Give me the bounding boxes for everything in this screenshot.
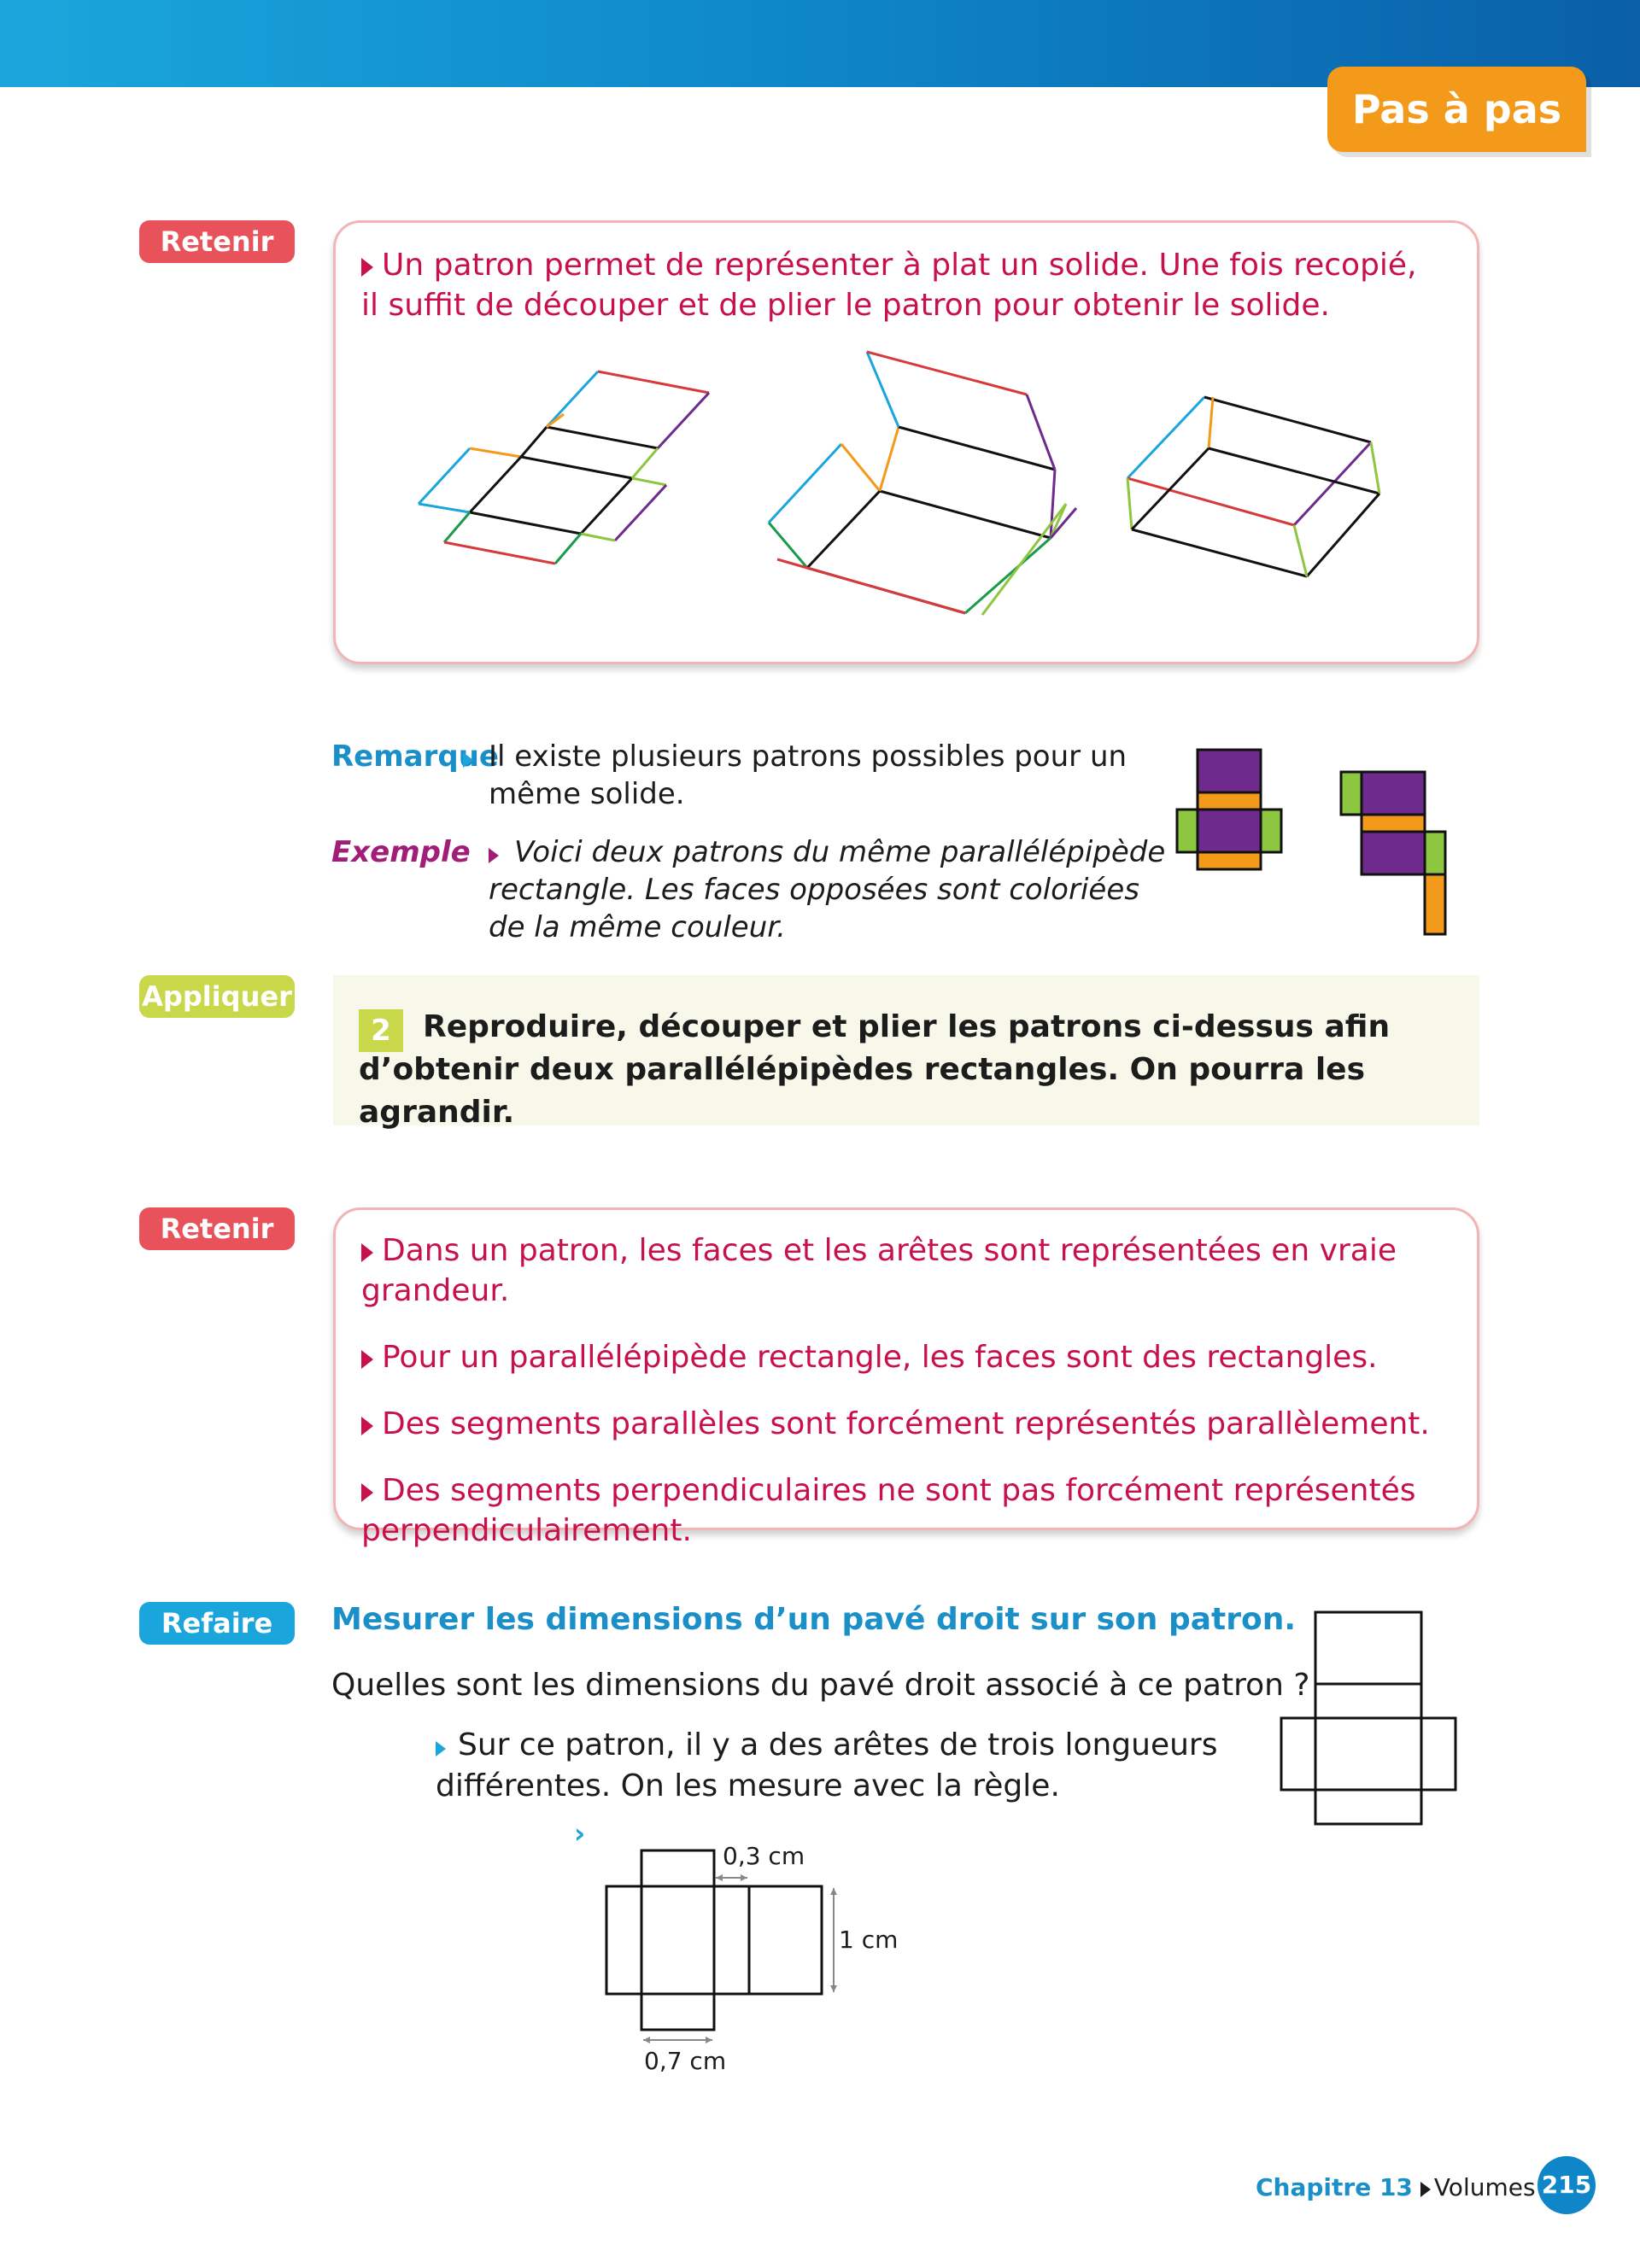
net-face: [1315, 1684, 1421, 1718]
fig3-edge: [1209, 397, 1213, 448]
bullet-icon: [361, 1243, 373, 1262]
bullet-icon: [361, 1417, 373, 1435]
fig1-edge: [444, 512, 470, 542]
arrowhead: [716, 1874, 723, 1881]
dimension-label-c: 0,7 cm: [644, 2047, 727, 2075]
pas-a-pas-badge: Pas à pas: [1327, 67, 1586, 152]
retenir-tag: Retenir: [139, 220, 295, 263]
patron-folding-figures: [419, 342, 1401, 632]
retenir-tag-2: Retenir: [139, 1207, 295, 1250]
net1-face: [1198, 852, 1261, 869]
net2-face: [1362, 772, 1425, 815]
net2-face: [1362, 832, 1425, 874]
fig1-edge: [658, 393, 709, 448]
net1-face: [1261, 810, 1281, 852]
fig3-edge: [1204, 397, 1371, 442]
net-face: [606, 1886, 641, 1994]
fig1-edge: [470, 457, 521, 512]
net-face: [1315, 1612, 1421, 1684]
exemple-label: Exemple: [331, 835, 471, 869]
net1-face: [1177, 810, 1198, 852]
fig1-edge: [521, 457, 632, 478]
net1-face: [1198, 792, 1261, 810]
retenir-item: Des segments parallèles sont forcément représentés parallèlement.: [361, 1404, 1472, 1444]
fig3-edge: [1294, 442, 1371, 525]
net-face: [1315, 1718, 1421, 1790]
retenir-item: Dans un patron, les faces et les arêtes sont représentées en vraie grandeur.: [361, 1233, 1397, 1308]
fig2-edge: [777, 559, 965, 613]
bullet-icon: [361, 1483, 373, 1502]
retenir-text: Un patron permet de représenter à plat un solide. Une fois recopié, il suffit de découper et de plier le patron pour obtenir le solide.: [361, 248, 1417, 323]
net1-face: [1198, 750, 1261, 792]
net-face: [1315, 1790, 1421, 1824]
fig3-edge: [1209, 448, 1379, 494]
bullet-icon: [436, 1741, 446, 1757]
exemple-text: Voici deux patrons du même parallélépipède rectangle. Les faces opposées sont coloriées de la même couleur.: [489, 835, 1166, 944]
chevron-right-icon: ›: [574, 1817, 586, 1850]
colored-nets: [1175, 748, 1474, 938]
refaire-hint: Sur ce patron, il y a des arêtes de trois longueurs différentes. On les mesure avec la règle.: [436, 1727, 1218, 1803]
net2-face: [1362, 815, 1425, 832]
exercise-text: Reproduire, découper et plier les patrons ci-dessus afin d’obtenir deux parallélépipèdes rectangles. On pourra les agrandir.: [359, 1009, 1391, 1130]
fig2-edge: [880, 491, 1051, 538]
fig1-edge: [547, 427, 658, 448]
chapter-footer: Chapitre 13 Volumes: [1256, 2173, 1536, 2201]
arrowhead: [643, 2037, 650, 2043]
fig3-edge: [1128, 478, 1132, 529]
fig3-edge: [1371, 442, 1379, 494]
refaire-tag: Refaire: [139, 1602, 295, 1645]
fig3-edge: [1132, 529, 1307, 576]
fig1-edge: [615, 485, 666, 541]
retenir-box-2: [333, 1207, 1479, 1548]
fig1-edge: [555, 534, 581, 564]
fig1-edge: [521, 427, 547, 457]
net-face: [749, 1886, 822, 1994]
retenir-item: Pour un parallélépipède rectangle, les faces sont des rectangles.: [361, 1337, 1472, 1377]
dimension-label-b: 1 cm: [839, 1926, 899, 1954]
net-face: [1421, 1718, 1456, 1790]
fig1-edge: [419, 504, 470, 512]
fig1-edge: [581, 478, 632, 534]
fig1-edge: [444, 542, 555, 564]
fig1-edge: [581, 534, 615, 541]
bullet-icon: [1420, 2182, 1431, 2197]
fig3-edge: [1128, 478, 1294, 525]
fig1-edge: [470, 448, 521, 457]
bullet-icon: [463, 752, 473, 768]
net2-face: [1425, 874, 1445, 934]
fig2-edge: [867, 352, 1027, 395]
box-net-figure: [1280, 1610, 1459, 1826]
net-face: [641, 1850, 714, 1886]
arrowhead: [830, 1888, 837, 1895]
dimension-label-a: 0,3 cm: [723, 1842, 805, 1870]
bullet-icon: [489, 848, 499, 863]
retenir-list: [361, 1230, 1472, 1551]
fig2-edge: [841, 444, 880, 491]
net2-face: [1425, 832, 1445, 874]
fig1-edge: [632, 448, 658, 478]
fig1-edge: [632, 478, 666, 485]
arrowhead: [706, 2037, 712, 2043]
net-face: [1281, 1718, 1315, 1790]
fig2-edge: [880, 427, 899, 491]
fig3-edge: [1307, 494, 1379, 576]
net-face: [714, 1886, 749, 1994]
remarque-label: Remarque: [331, 739, 499, 774]
fig2-edge: [1027, 395, 1055, 470]
net1-face: [1198, 810, 1261, 852]
net-face: [641, 1994, 714, 2030]
fig2-edge: [807, 491, 880, 568]
exercise-number: 2: [359, 1009, 403, 1052]
net-face: [641, 1886, 714, 1994]
refaire-title: Mesurer les dimensions d’un pavé droit sur son patron.: [331, 1602, 1297, 1637]
fig1-edge: [419, 448, 470, 504]
net2-face: [1341, 772, 1362, 815]
fig2-edge: [965, 538, 1051, 613]
arrowhead: [741, 1874, 747, 1881]
fig2-edge: [769, 444, 841, 523]
fig1-edge: [470, 512, 581, 534]
fig2-edge: [982, 504, 1066, 615]
fig2-edge: [899, 427, 1055, 470]
fig1-edge: [547, 371, 598, 427]
bullet-icon: [361, 258, 373, 277]
fig2-edge: [867, 352, 899, 427]
fig3-edge: [1294, 525, 1307, 576]
page-number: 215: [1538, 2156, 1596, 2214]
appliquer-tag: Appliquer: [139, 975, 295, 1018]
refaire-question: Quelles sont les dimensions du pavé droit associé à ce patron ?: [331, 1668, 1310, 1703]
arrowhead: [830, 1985, 837, 1992]
fig1-edge: [598, 371, 709, 393]
appliquer-box: [333, 975, 1479, 1130]
retenir-item: Des segments perpendiculaires ne sont pas forcément représentés perpendiculairement.: [361, 1473, 1416, 1548]
bullet-icon: [361, 1350, 373, 1369]
remarque-text: Il existe plusieurs patrons possibles pour un même solide.: [489, 738, 1127, 813]
